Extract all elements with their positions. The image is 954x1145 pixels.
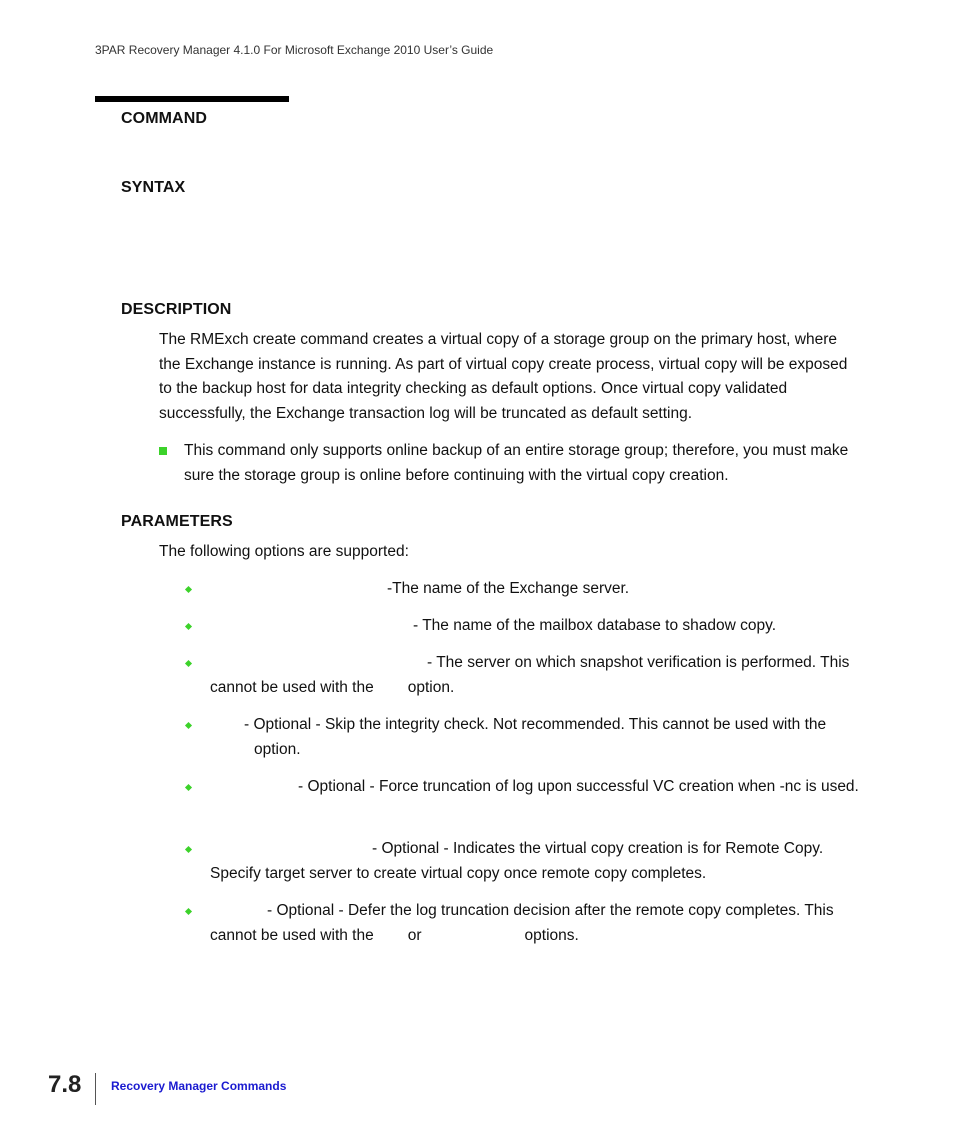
diamond-bullet-icon (185, 722, 192, 729)
section-rule (95, 96, 289, 102)
option-item (210, 837, 859, 886)
option-description: - The server on which snapshot verification is performed. This cannot be used with the (210, 654, 850, 696)
heading-description: DESCRIPTION (121, 301, 232, 318)
running-header: 3PAR Recovery Manager 4.1.0 For Microsoft Exchange 2010 User’s Guide (95, 43, 494, 57)
square-bullet-icon (159, 447, 167, 455)
page-number: 7.8 (48, 1071, 82, 1098)
heading-syntax: SYNTAX (121, 179, 186, 196)
footer-section-link[interactable]: Recovery Manager Commands (111, 1079, 287, 1093)
option-description-tail: option. (407, 678, 455, 696)
heading-command: COMMAND (121, 110, 208, 127)
note-paragraph: This command only supports online backup of an entire storage group; therefore, you must make sure the storage group is online before continuing with the virtual copy creation. (184, 442, 849, 484)
option-description: -The name of the Exchange server. (387, 580, 630, 597)
option-description: - Optional - Force truncation of log upon successful VC creation when -nc is used. (298, 778, 859, 795)
option-item (210, 775, 859, 800)
option-description-tail: options. (524, 926, 579, 944)
diamond-bullet-icon (185, 908, 192, 915)
option-description: - Optional - Defer the log truncation decision after the remote copy completes. This cannot be used with the (210, 902, 834, 944)
description-paragraph: The RMExch create command creates a virtual copy of a storage group on the primary host, where the Exchange instance is running. As part of virtual copy create process, virtual copy will be exposed to the backup host for data integrity checking as default options. Once virtual copy validated successfully, the Exchange transaction log will be truncated as default setting. (159, 331, 848, 422)
option-description-or: or (407, 926, 422, 944)
diamond-bullet-icon (185, 846, 192, 853)
footer-divider (95, 1073, 96, 1105)
option-description: - Optional - Indicates the virtual copy creation is for Remote Copy. Specify target server to create virtual copy once remote copy completes. (210, 840, 824, 882)
diamond-bullet-icon (185, 660, 192, 667)
option-item (210, 614, 859, 639)
diamond-bullet-icon (185, 586, 192, 593)
option-item (210, 651, 859, 700)
diamond-bullet-icon (185, 623, 192, 630)
option-description-tail: option. (254, 740, 301, 758)
heading-parameters: PARAMETERS (121, 513, 233, 530)
option-item (210, 577, 859, 602)
option-description: - Optional - Skip the integrity check. Not recommended. This cannot be used with the (244, 716, 827, 733)
option-item (210, 899, 859, 948)
option-item (210, 713, 859, 762)
parameters-intro: The following options are supported: (159, 543, 409, 560)
diamond-bullet-icon (185, 784, 192, 791)
option-description: - The name of the mailbox database to shadow copy. (413, 617, 777, 634)
